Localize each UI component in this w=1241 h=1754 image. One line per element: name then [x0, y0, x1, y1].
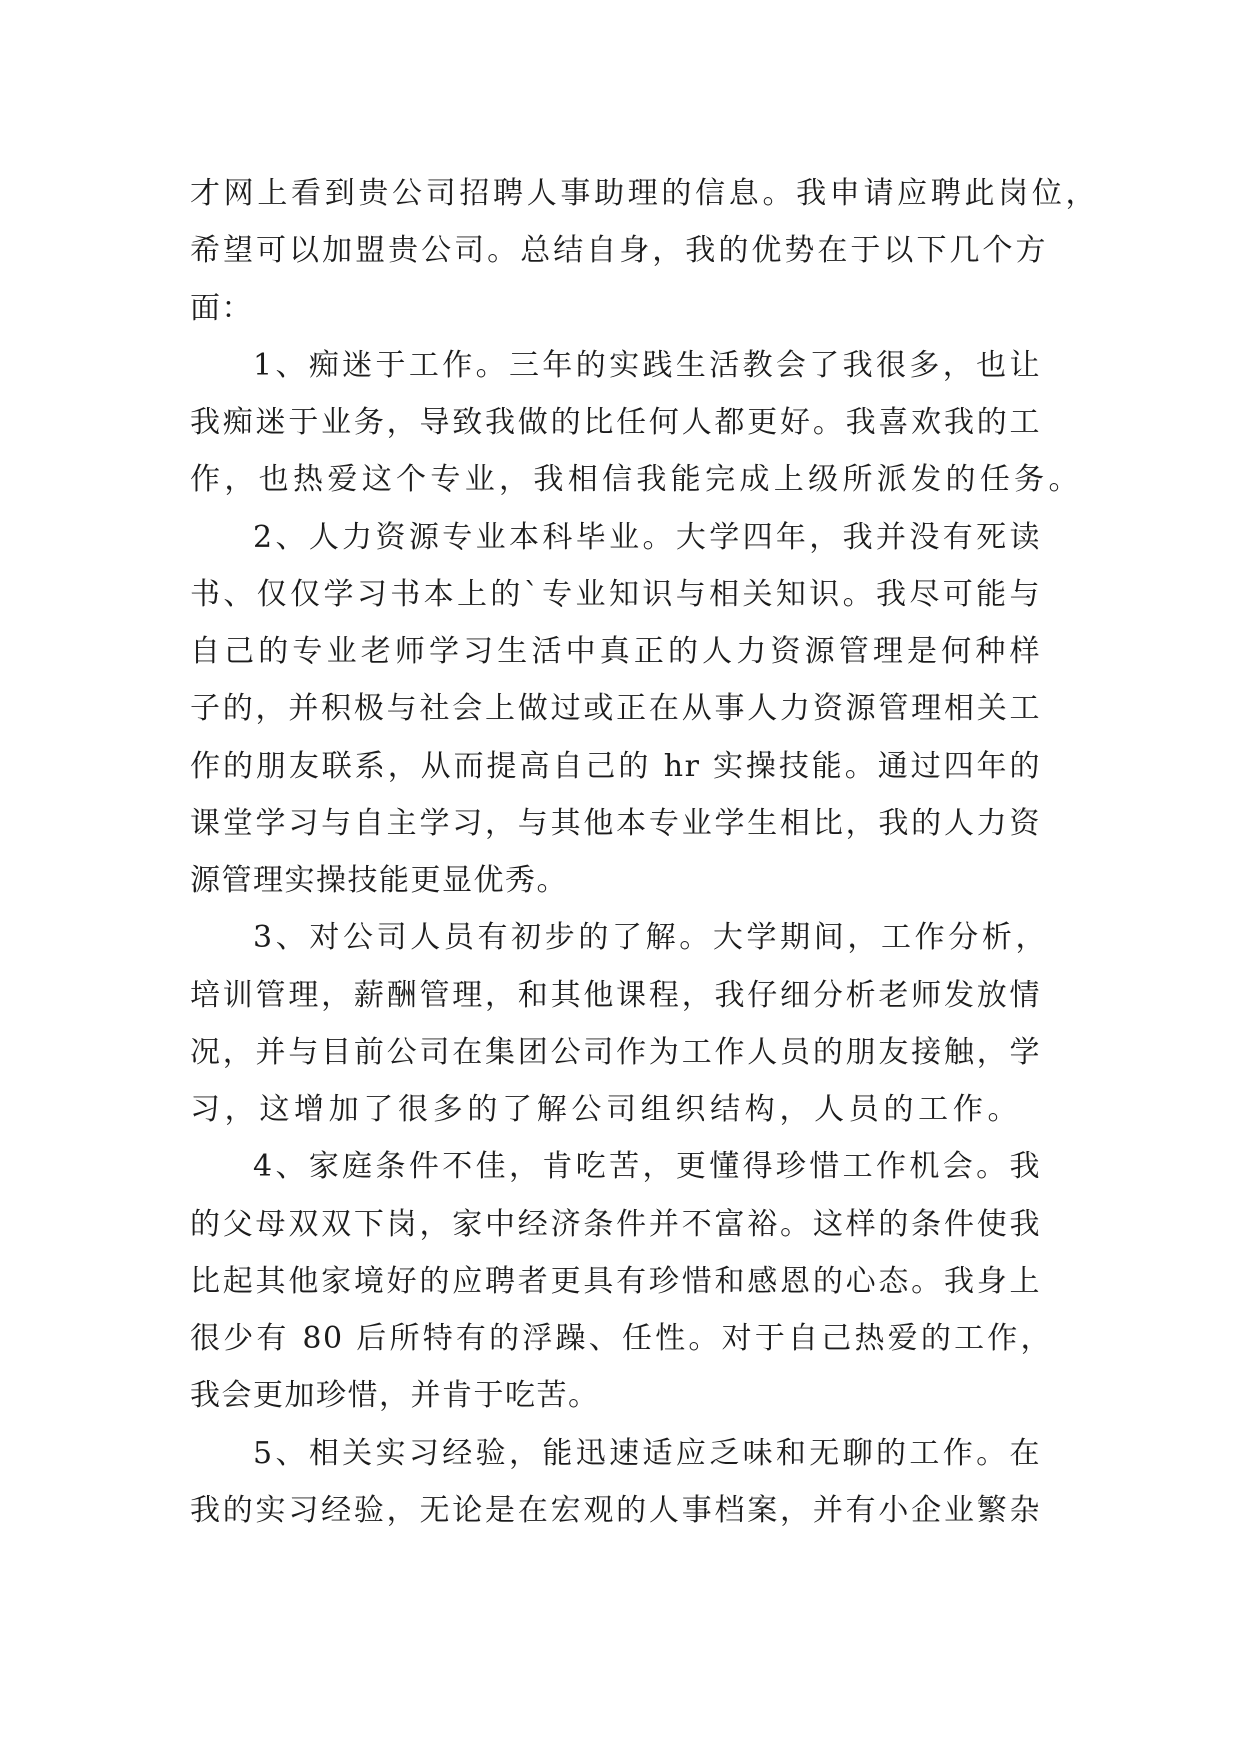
paragraph-point-2 [190, 509, 1110, 910]
text-line: 1、痴迷于工作。三年的实践生活教会了我很多，也让 [253, 347, 1041, 383]
text-line: 我痴迷于业务，导致我做的比任何人都更好。我喜欢我的工 [190, 405, 1041, 440]
text-line: 我的实习经验，无论是在宏观的人事档案，并有小企业繁杂 [190, 1492, 1041, 1528]
text-line: 习，这增加了很多的了解公司组织结构，人员的工作。 [190, 1092, 1019, 1127]
text-line: 才网上看到贵公司招聘人事助理的信息。我申请应聘此岗位， [190, 176, 1097, 211]
paragraph-point-3 [190, 909, 1110, 1138]
text-line: 作，也热爱这个专业，我相信我能完成上级所派发的任务。 [190, 462, 1080, 498]
text-line: 书、仅仅学习书本上的`专业知识与相关知识。我尽可能与 [190, 576, 1041, 612]
text-line: 况，并与目前公司在集团公司作为工作人员的朋友接触，学 [190, 1034, 1041, 1070]
text-line: 5、相关实习经验，能迅速适应乏味和无聊的工作。在 [253, 1435, 1041, 1471]
text-line: 子的，并积极与社会上做过或正在从事人力资源管理相关工 [190, 691, 1041, 727]
text-line: 比起其他家境好的应聘者更具有珍惜和感恩的心态。我身上 [190, 1263, 1041, 1299]
text-line: 希望可以加盟贵公司。总结自身，我的优势在于以下几个方 [190, 233, 1047, 269]
text-line: 面： [190, 290, 253, 326]
text-line: 3、对公司人员有初步的了解。大学期间，工作分析， [253, 920, 1047, 956]
text-line: 的父母双双下岗，家中经济条件并不富裕。这样的条件使我 [190, 1206, 1041, 1242]
text-line: 源管理实操技能更显优秀。 [190, 863, 568, 898]
body-text [190, 165, 1110, 1539]
text-line: 自己的专业老师学习生活中真正的人力资源管理是何种样 [190, 634, 1041, 669]
text-line: 作的朋友联系，从而提高自己的 hr 实操技能。通过四年的 [190, 748, 1041, 784]
paragraph-intro-continuation [190, 165, 1110, 337]
text-line: 2、人力资源专业本科毕业。大学四年，我并没有死读 [253, 519, 1041, 555]
text-line: 4、家庭条件不佳，肯吃苦，更懂得珍惜工作机会。我 [253, 1149, 1041, 1185]
paragraph-point-5 [190, 1425, 1110, 1540]
text-line: 培训管理，薪酬管理，和其他课程，我仔细分析老师发放情 [190, 977, 1041, 1013]
text-line: 我会更加珍惜，并肯于吃苦。 [190, 1378, 600, 1414]
paragraph-point-1 [190, 337, 1110, 509]
paragraph-point-4 [190, 1138, 1110, 1424]
text-line: 课堂学习与自主学习，与其他本专业学生相比，我的人力资 [190, 805, 1041, 841]
text-line: 很少有 80 后所特有的浮躁、任性。对于自己热爱的工作， [190, 1321, 1052, 1356]
